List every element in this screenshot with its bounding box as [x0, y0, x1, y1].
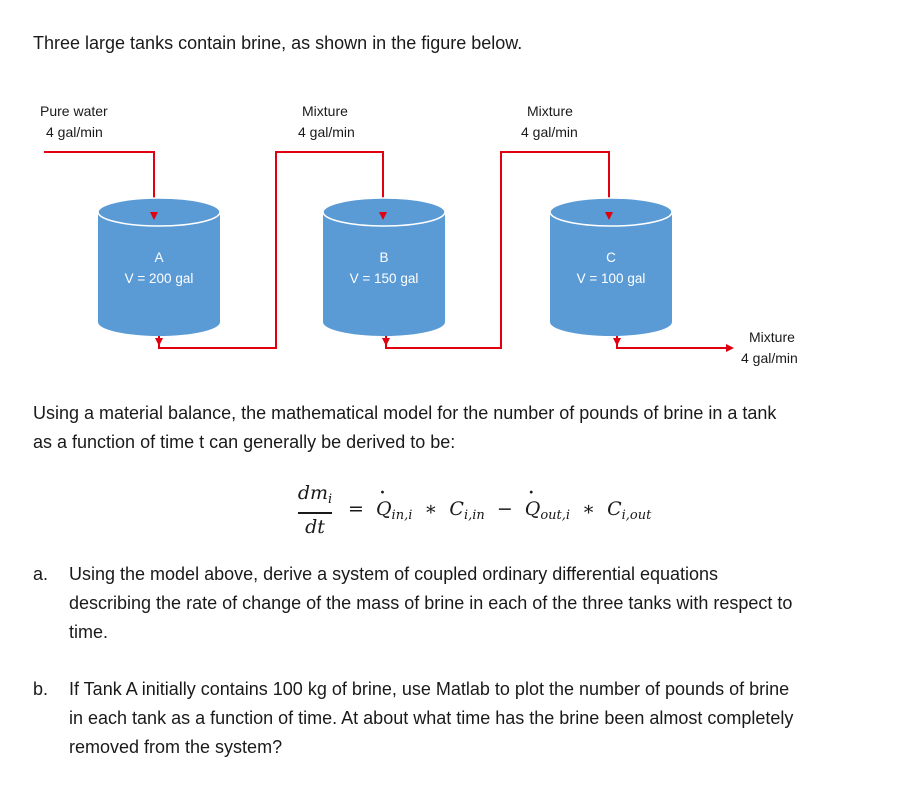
tank-c-label: C V = 100 gal	[576, 250, 646, 286]
inlet-label-b: Mixture 4 gal/min	[298, 103, 355, 140]
outlet-pipe-c	[617, 336, 728, 348]
inlet-label-a: Pure water 4 gal/min	[40, 103, 108, 140]
arrow-out-b	[382, 338, 390, 346]
model-description: Using a material balance, the mathematical model for the number of pounds of brine in a tank as a function of time t can generally be derived to be:	[33, 403, 777, 452]
outlet-label: Mixture 4 gal/min	[741, 329, 798, 366]
inlet-label-c: Mixture 4 gal/min	[521, 103, 578, 140]
arrow-out-a	[155, 338, 163, 346]
intro-text: Three large tanks contain brine, as shown in the figure below.	[33, 33, 523, 53]
tank-a-label: A V = 200 gal	[124, 250, 194, 286]
equation-rhs: = $Q \cdot_{in,i}$ ∗ $C_{i,in} - Q \cdot_{out,i}$ ∗ $C_{i,out}$	[342, 498, 651, 523]
tank-b-label: B V = 150 gal	[349, 250, 419, 286]
arrow-outlet	[726, 344, 734, 352]
tank-diagram	[0, 0, 920, 380]
arrow-out-c	[613, 338, 621, 346]
